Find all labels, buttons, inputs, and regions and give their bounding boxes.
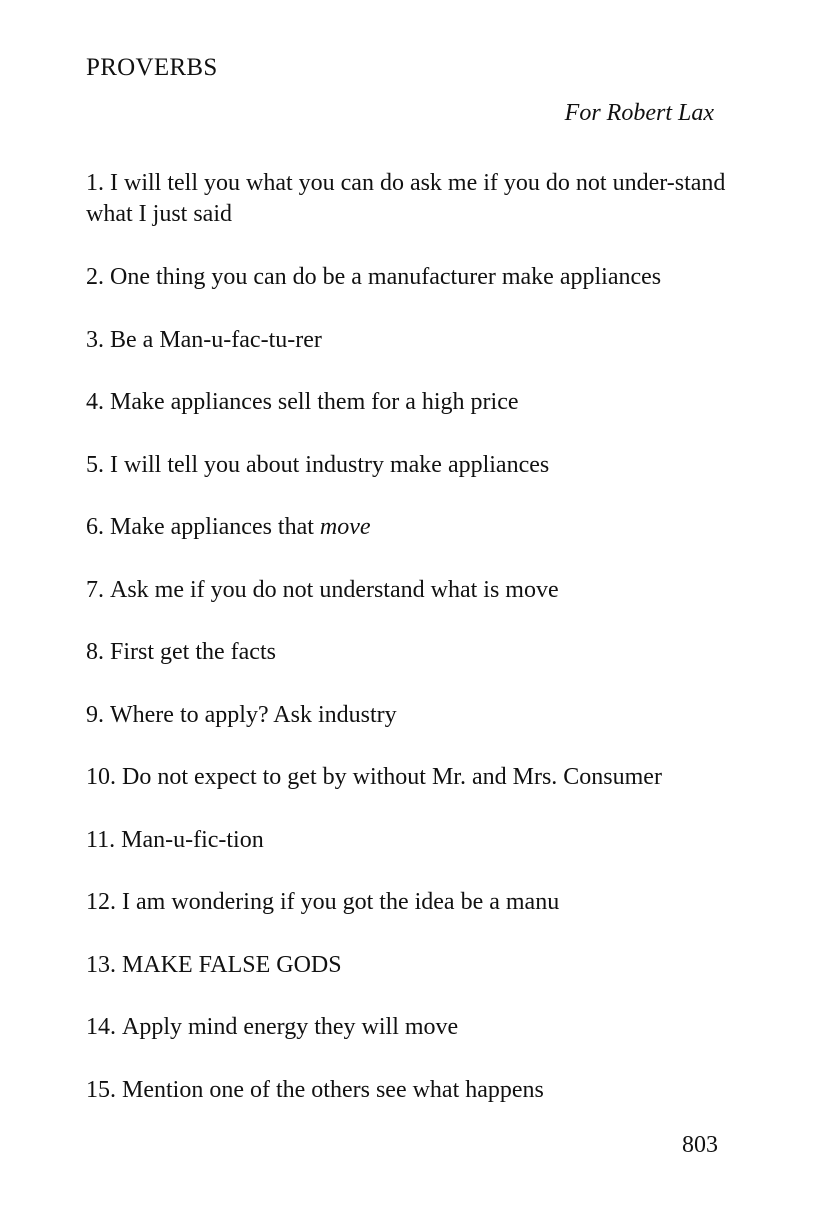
proverb-number: 3.: [86, 326, 104, 353]
proverb-text: Be a Man-u-fac-tu-rer: [110, 326, 322, 353]
proverb-item: [86, 637, 726, 668]
proverb-text: Mention one of the others see what happens: [122, 1076, 544, 1103]
proverb-text: First get the facts: [110, 639, 276, 665]
proverb-text: Where to apply? Ask industry: [110, 701, 397, 728]
proverb-item: [86, 325, 726, 356]
proverb-text: MAKE FALSE GODS: [122, 951, 342, 978]
proverb-text: Apply mind energy they will move: [122, 1014, 459, 1040]
proverb-number: 4.: [86, 389, 104, 415]
proverb-item: [86, 450, 726, 481]
proverb-item: [86, 168, 726, 230]
proverb-number: 15.: [86, 1076, 116, 1103]
proverb-item: [86, 887, 726, 918]
proverb-number: 1.: [86, 170, 104, 196]
proverb-list: [86, 168, 726, 1137]
proverb-text: Ask me if you do not understand what is move: [110, 576, 559, 603]
proverb-text: I will tell you about industry make appliances: [110, 451, 550, 478]
page-number: 803: [682, 1132, 718, 1158]
proverb-number: 14.: [86, 1014, 116, 1040]
proverb-text: Man-u-fic-tion: [121, 826, 264, 853]
proverb-item: [86, 762, 726, 793]
proverb-item: [86, 387, 726, 418]
poem-title: PROVERBS: [86, 54, 218, 81]
proverb-number: 2.: [86, 264, 104, 290]
proverb-text: I am wondering if you got the idea be a manu: [122, 889, 560, 915]
proverb-text: One thing you can do be a manufacturer make appliances: [110, 264, 662, 290]
proverb-number: 9.: [86, 701, 104, 728]
proverb-item: [86, 575, 726, 606]
proverb-number: 11.: [86, 826, 116, 853]
proverb-text: Make appliances that: [110, 514, 314, 540]
proverb-text: Do not expect to get by without Mr. and Mrs. Consumer: [122, 764, 662, 790]
proverb-text: Make appliances sell them for a high price: [110, 389, 519, 415]
proverb-item: [86, 825, 726, 856]
proverb-number: 7.: [86, 576, 104, 603]
proverb-emphasis: move: [319, 514, 371, 540]
proverb-number: 5.: [86, 451, 104, 478]
proverb-item: [86, 700, 726, 731]
proverb-text: I will tell you what you can do ask me if you do not under-stand what I just said: [86, 170, 726, 227]
proverb-item: [86, 512, 726, 543]
proverb-number: 12.: [86, 889, 116, 915]
proverb-item: [86, 1012, 726, 1043]
proverb-item: [86, 262, 726, 293]
proverb-number: 6.: [86, 514, 104, 540]
proverb-number: 8.: [86, 639, 104, 665]
proverb-number: 10.: [86, 764, 116, 790]
proverb-item: [86, 950, 726, 981]
proverb-number: 13.: [86, 951, 116, 978]
proverb-item: [86, 1075, 726, 1106]
dedication: For Robert Lax: [564, 100, 714, 126]
